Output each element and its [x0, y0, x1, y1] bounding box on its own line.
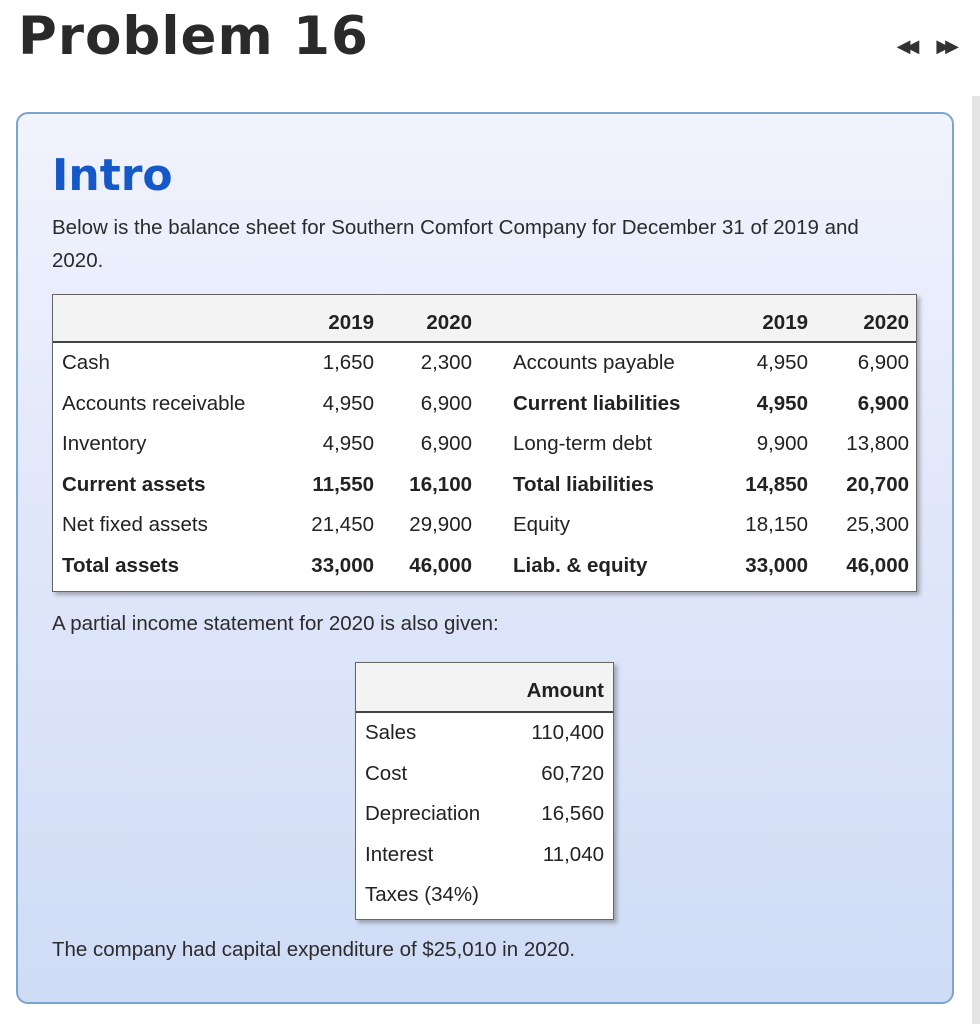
liability-2019-value: 14,850: [745, 472, 808, 496]
asset-label: Total assets: [62, 553, 179, 577]
income-value: 16,560: [541, 802, 604, 825]
asset-2020-value: 46,000: [409, 553, 472, 577]
table-row: [356, 835, 613, 876]
income-label: Interest: [365, 842, 434, 866]
table-row: [53, 424, 916, 465]
liability-2020-value: 25,300: [846, 513, 909, 536]
table-row: [53, 384, 916, 425]
income-value: 60,720: [541, 761, 604, 785]
table-row: [356, 794, 613, 835]
liability-2020-value: 46,000: [846, 553, 909, 577]
amount-header: Amount: [526, 679, 604, 702]
liability-label: Liab. & equity: [513, 553, 648, 577]
income-statement-table: [355, 662, 614, 920]
asset-label: Inventory: [62, 432, 147, 455]
previous-problem-button[interactable]: ◀◀: [896, 36, 915, 57]
income-label: Taxes (34%): [365, 883, 479, 906]
table-row: [53, 343, 916, 384]
asset-2019-value: 4,950: [322, 391, 374, 415]
income-statement-header: [356, 663, 613, 713]
liability-label: Long-term debt: [513, 432, 653, 455]
problem-nav: [897, 36, 954, 57]
intro-text: Below is the balance sheet for Southern Comfort Company for December 31 of 2019 and 2020.: [52, 216, 859, 272]
asset-2019-value: 11,550: [312, 472, 374, 496]
asset-2020-value: 6,900: [420, 391, 472, 415]
income-label: Cost: [365, 761, 408, 785]
liability-label: Current liabilities: [513, 391, 681, 415]
asset-2020-value: 2,300: [420, 351, 472, 374]
asset-2020-value: 29,900: [409, 513, 472, 536]
table-row: [356, 713, 613, 754]
table-row: [53, 505, 916, 546]
balance-sheet-table: [52, 294, 917, 592]
partial-income-text: A partial income statement for 2020 is also given:: [52, 612, 499, 635]
next-problem-button[interactable]: ▶▶: [936, 36, 954, 57]
balance-sheet-header: [53, 295, 916, 343]
asset-2020-value: 6,900: [420, 432, 472, 455]
header-assets-2019: 2019: [328, 311, 374, 334]
liability-label: Total liabilities: [513, 472, 654, 496]
intro-heading: Intro: [52, 150, 173, 201]
liability-2020-value: 6,900: [857, 351, 909, 374]
asset-2019-value: 4,950: [322, 432, 374, 455]
liability-2020-value: 6,900: [857, 391, 909, 415]
asset-2019-value: 1,650: [322, 351, 374, 374]
income-label: Sales: [365, 721, 417, 744]
asset-label: Net fixed assets: [62, 513, 208, 536]
income-value: 11,040: [542, 842, 604, 866]
asset-label: Accounts receivable: [62, 391, 246, 415]
asset-label: Current assets: [62, 472, 206, 496]
income-label: Depreciation: [365, 802, 481, 825]
table-row: [53, 546, 916, 587]
liability-label: Equity: [513, 513, 570, 536]
page-title: Problem 16: [18, 6, 369, 67]
asset-2020-value: 16,100: [409, 472, 472, 496]
capex-text: The company had capital expenditure of $25,010 in 2020.: [52, 938, 576, 961]
header-assets-2020: 2020: [426, 311, 472, 334]
liability-2019-value: 4,950: [756, 391, 808, 415]
asset-2019-value: 21,450: [311, 513, 374, 536]
liability-label: Accounts payable: [513, 351, 675, 374]
liability-2019-value: 18,150: [745, 513, 808, 536]
table-row: [356, 875, 613, 916]
liability-2020-value: 20,700: [846, 472, 909, 496]
liability-2019-value: 9,900: [756, 432, 808, 455]
asset-2019-value: 33,000: [311, 553, 374, 577]
liability-2019-value: 33,000: [745, 553, 808, 577]
asset-label: Cash: [62, 351, 110, 374]
scrollbar-track[interactable]: [972, 96, 980, 1024]
liability-2020-value: 13,800: [846, 432, 909, 455]
liability-2019-value: 4,950: [756, 351, 808, 374]
header-liabilities-2019: 2019: [762, 311, 808, 334]
table-row: [356, 754, 613, 795]
table-row: [53, 465, 916, 506]
income-value: 110,400: [531, 721, 604, 744]
header-liabilities-2020: 2020: [863, 311, 909, 334]
